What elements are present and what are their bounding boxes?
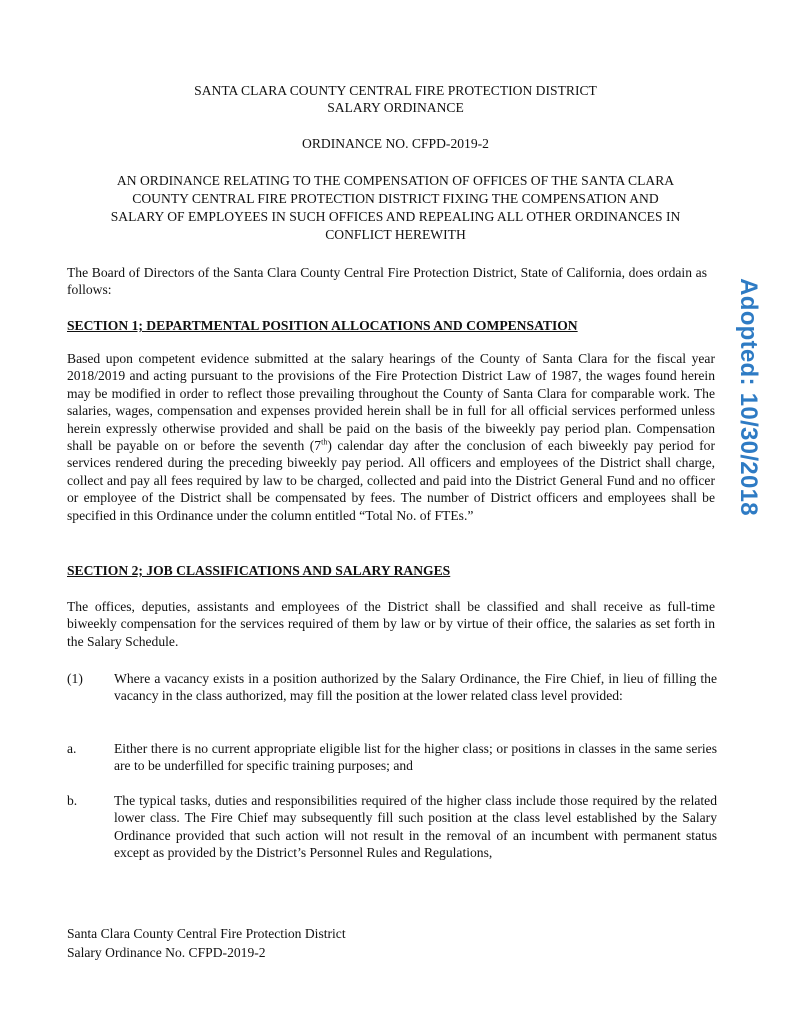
ordinance-title-line: COUNTY CENTRAL FIRE PROTECTION DISTRICT FIXING THE COMPENSATION AND [132,191,659,206]
list-item-text: The typical tasks, duties and responsibilities required of the higher class include those required by the related lower class. The Fire Chief may subsequently fill such position at the class level established by the Salary Ordinance provided that such action will not result in the removal of an incumbent with permanent status except as provided by the District’s Personnel Rules and Regulations, [114,793,717,861]
section-2-body: The offices, deputies, assistants and employees of the District shall be classified and shall receive as full-time biweekly compensation for the services required of them by law or by virtue of their office, the salaries as set forth in the Salary Schedule. [67,599,715,649]
list-item-marker: (1) [67,671,83,686]
intro-paragraph: The Board of Directors of the Santa Clara County Central Fire Protection District, State of California, does ordain as follows: [67,265,707,298]
section-1-heading: SECTION 1; DEPARTMENTAL POSITION ALLOCATIONS AND COMPENSATION [67,318,578,333]
ordinance-title-line: AN ORDINANCE RELATING TO THE COMPENSATION OF OFFICES OF THE SANTA CLARA [116,173,675,188]
district-title: SANTA CLARA COUNTY CENTRAL FIRE PROTECTION DISTRICT [194,83,597,98]
section-1-body [67,350,715,524]
list-item-marker: a. [67,741,77,756]
list-item-marker: b. [67,793,78,808]
adoption-stamp [733,278,763,516]
footer [67,924,346,962]
section-2-heading: SECTION 2; JOB CLASSIFICATIONS AND SALARY RANGES [67,563,451,578]
list-item-text: Either there is no current appropriate eligible list for the higher class; or positions in classes in the same series are to be underfilled for specific training purposes; and [114,741,717,774]
ordinance-number: ORDINANCE NO. CFPD-2019-2 [302,136,489,151]
section-1-body-text: Based upon competent evidence submitted at the salary hearings of the County of Santa Clara for the fiscal year 2018/2019 and acting pursuant to the provisions of the Fire Protection District Law of 1987, the wages found herein may be modified in order to reflect those prevailing throughout the County of Santa Clara for comparable work. The salaries, wages, compensation and expenses provided herein shall be in full for all official services performed unless herein expressly otherwise provided and shall be paid on the basis of the biweekly pay period plan. Compensation shall be payable on or before the seventh (7 [67,351,715,454]
section-1-body-text-cont: ) calendar day after the conclusion of each biweekly pay period for services rendered during the preceding biweekly pay period. All officers and employees of the District shall charge, collect and pay all fees required by law to be charged, collected and paid into the District General Fund and no officer or employee of the District shall be compensated by fees. The number of District officers and employees shall be specified in this Ordinance under the column entitled “Total No. of FTEs.” [67,438,715,523]
list-item-text: Where a vacancy exists in a position authorized by the Salary Ordinance, the Fire Chief, in lieu of filling the vacancy in the class authorized, may fill the position at the lower related class level provided: [114,671,717,704]
superscript: th [321,437,328,447]
ordinance-title-line: CONFLICT HEREWITH [325,227,466,242]
ordinance-title-line: SALARY OF EMPLOYEES IN SUCH OFFICES AND REPEALING ALL OTHER ORDINANCES IN [110,209,681,224]
adoption-stamp-text: Adopted: 10/30/2018 [735,278,762,516]
document-subtitle: SALARY ORDINANCE [327,100,464,115]
footer-line-ordinance: Salary Ordinance No. CFPD-2019-2 [67,945,266,960]
footer-line-district: Santa Clara County Central Fire Protection District [67,926,346,941]
